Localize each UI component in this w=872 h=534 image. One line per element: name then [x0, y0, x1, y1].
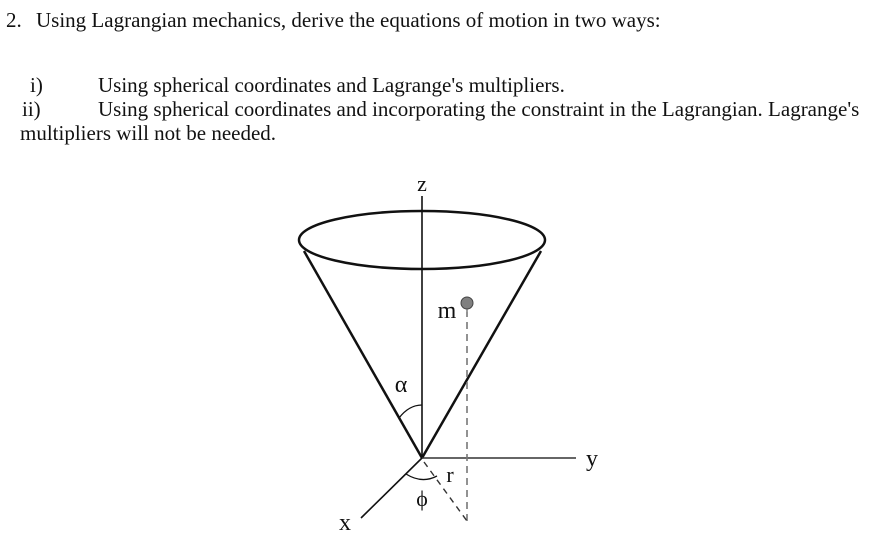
- part-ii-label: ii): [22, 97, 41, 121]
- part-ii-text: Using spherical coordinates and incorporating the constraint in the Lagrangian. Lagrange's: [98, 97, 860, 121]
- part-ii-continuation: multipliers will not be needed.: [20, 121, 277, 145]
- part-i-text: Using spherical coordinates and Lagrange's multipliers.: [98, 73, 565, 97]
- part-i-label: i): [30, 73, 43, 97]
- cone-left-side: [304, 251, 422, 458]
- cone-right-side: [422, 251, 541, 458]
- alpha-arc: [399, 405, 422, 418]
- mass-point: [461, 297, 473, 309]
- phi-arc: [406, 474, 437, 480]
- mass-label: m: [437, 298, 457, 324]
- phi-label: ϕ: [416, 486, 428, 511]
- question-number: 2.: [6, 8, 22, 32]
- x-axis: [361, 458, 422, 518]
- r-label: r: [446, 462, 454, 487]
- z-axis-label: z: [417, 171, 427, 196]
- x-axis-label: x: [339, 510, 351, 534]
- alpha-label: α: [394, 372, 408, 398]
- question-text: Using Lagrangian mechanics, derive the equations of motion in two ways:: [36, 8, 661, 32]
- y-axis-label: y: [586, 446, 598, 472]
